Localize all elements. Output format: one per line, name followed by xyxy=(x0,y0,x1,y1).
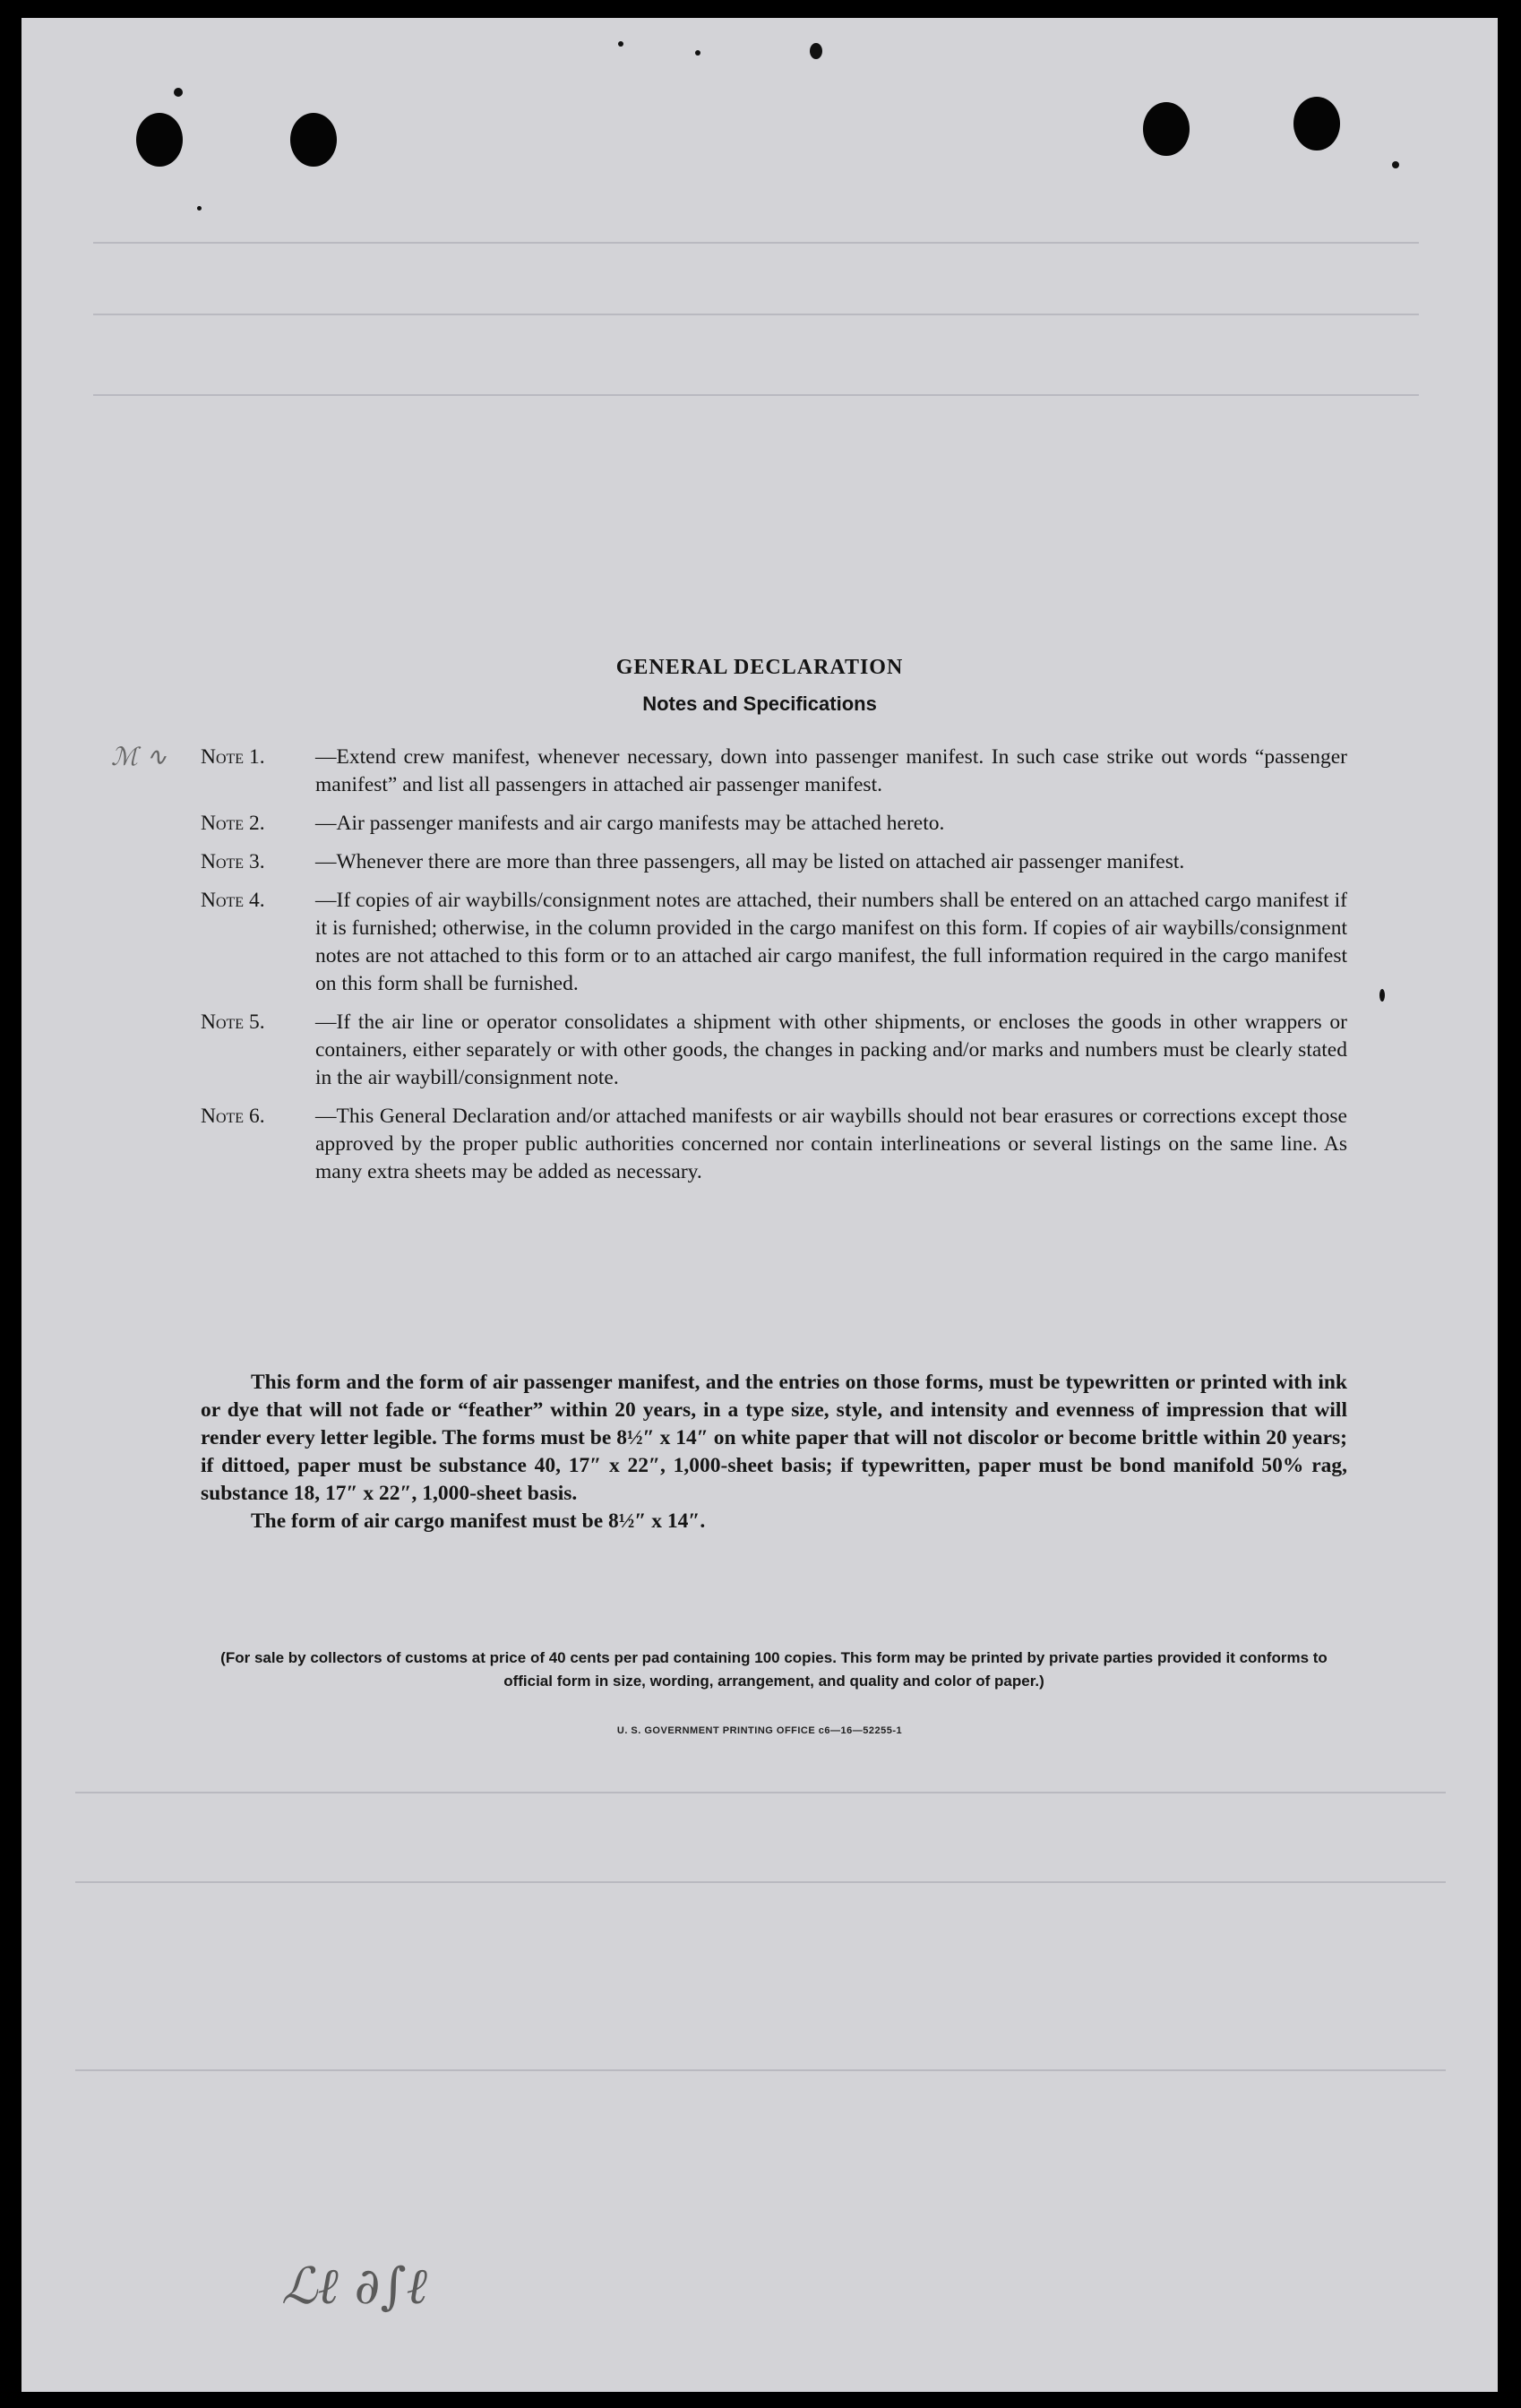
speck xyxy=(1379,989,1385,1002)
document-page xyxy=(21,18,1498,2392)
sale-note: (For sale by collectors of customs at price of 40 cents per pad containing 100 copies. This form may be printed by private parties provided it conforms to official form in size, wording, arrangement, and quality and color of paper.) xyxy=(220,1649,1328,1690)
punch-hole xyxy=(290,113,337,167)
punch-hole xyxy=(1293,97,1340,150)
punch-hole xyxy=(1143,102,1190,156)
declaration-heading xyxy=(21,656,1498,716)
speck xyxy=(1392,161,1399,168)
note-item xyxy=(201,1103,1347,1186)
note-item xyxy=(201,810,1347,838)
note-label: Note 6. xyxy=(201,1105,265,1128)
speck xyxy=(174,88,183,97)
bleed-through-line xyxy=(93,314,1419,315)
note-label: Note 3. xyxy=(201,850,265,873)
note-label: Note 1. xyxy=(201,745,265,769)
bleed-through-line xyxy=(75,1792,1446,1793)
speck xyxy=(810,43,822,59)
bleed-through-line xyxy=(93,394,1419,396)
bleed-through-line xyxy=(93,242,1419,244)
punch-hole xyxy=(136,113,183,167)
note-item xyxy=(201,848,1347,876)
form-requirements-paragraph xyxy=(201,1369,1347,1535)
handwritten-mark: ℳ ∿ xyxy=(111,742,168,771)
page-title: GENERAL DECLARATION xyxy=(615,656,904,679)
note-label: Note 5. xyxy=(201,1010,265,1034)
handwritten-signature: ℒℓ ∂∫ℓ xyxy=(281,2258,427,2316)
note-item xyxy=(201,744,1347,799)
note-text: —If copies of air waybills/consignment notes are attached, their numbers shall be entered on an attached cargo manifest if it is furnished; otherwise, in the column provided in the cargo manifest on this form. If copies of air waybills/consignment notes are not attached to this form or to an attached air cargo manifest, the full information required in the cargo manifest on this form shall be furnished. xyxy=(315,889,1347,995)
cargo-manifest-size-text: The form of air cargo manifest must be 8½″ x 14″. xyxy=(251,1509,706,1533)
speck xyxy=(618,41,623,47)
note-label: Note 2. xyxy=(201,812,265,835)
page-subtitle: Notes and Specifications xyxy=(642,692,877,715)
note-item xyxy=(201,887,1347,998)
speck xyxy=(695,50,700,56)
note-item xyxy=(201,1009,1347,1092)
note-text: —If the air line or operator consolidates a shipment with other shipments, or encloses the goods in other wrappers or containers, either separately or with other goods, the changes in packing and/or marks and numbers must be clearly stated in the air waybill/consignment note. xyxy=(315,1010,1347,1089)
note-label: Note 4. xyxy=(201,889,265,912)
paper-spec-text: This form and the form of air passenger manifest, and the entries on those forms, must be typewritten or printed with ink or dye that will not fade or “feather” within 20 years, in a type size, style, and intensity and evenness of impression that will render every letter legible. The forms must be 8½″ x 14″ on white paper that will not discolor or become brittle within 20 years; if dittoed, paper must be substance 40, 17″ x 22″, 1,000-sheet basis; if typewritten, paper must be bond manifold 50% rag, substance 18, 17″ x 22″, 1,000-sheet basis. xyxy=(201,1371,1347,1505)
bleed-through-line xyxy=(75,2069,1446,2071)
note-text: —This General Declaration and/or attached manifests or air waybills should not bear erasures or corrections except those approved by the proper public authorities concerned nor contain interlineations or several listings on the same line. As many extra sheets may be added as necessary. xyxy=(315,1105,1347,1183)
bleed-through-line xyxy=(75,1881,1446,1883)
printer-imprint: U. S. GOVERNMENT PRINTING OFFICE c6—16—52255-1 xyxy=(616,1725,903,1736)
notes-list xyxy=(201,744,1347,1197)
speck xyxy=(197,206,202,211)
note-text: —Whenever there are more than three passengers, all may be listed on attached air passenger manifest. xyxy=(315,850,1185,873)
note-text: —Air passenger manifests and air cargo manifests may be attached hereto. xyxy=(315,812,945,835)
note-text: —Extend crew manifest, whenever necessary, down into passenger manifest. In such case strike out words “passenger manifest” and list all passengers in attached air passenger manifest. xyxy=(315,745,1347,796)
